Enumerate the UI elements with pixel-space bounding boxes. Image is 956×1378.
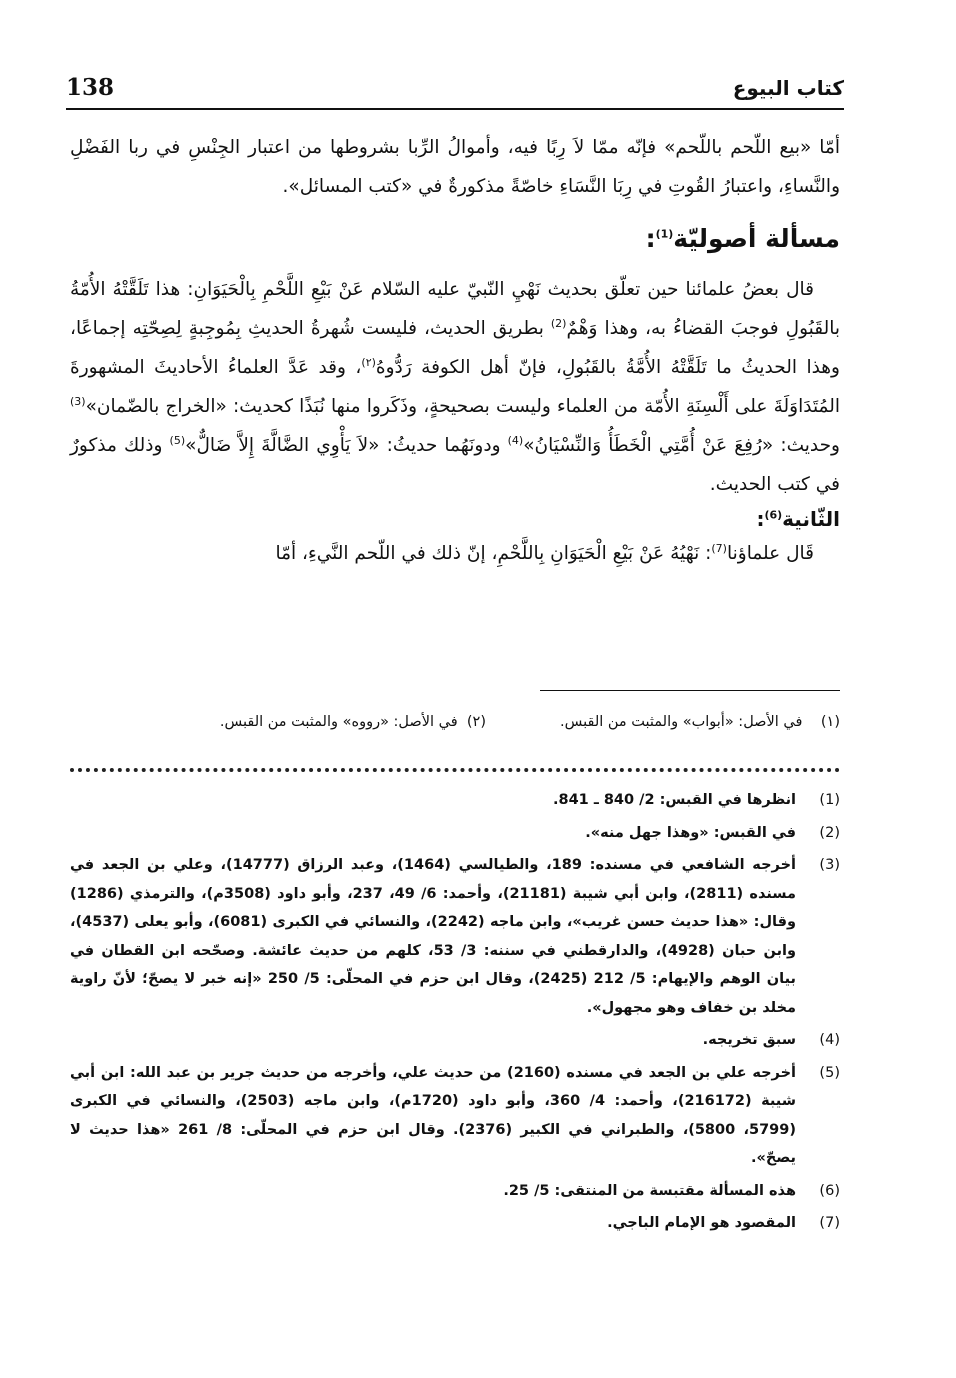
footnote-separator (540, 690, 840, 691)
footnote-text: في القبس: «وهذا جهل منه». (585, 824, 796, 841)
footnote-text: أخرجه الشافعي في مسنده: 189، والطيالسي (1464)، وعبد الرزاق (14777)، وعلي بن الجعد في مسنده (2811)، وابن أبي شيبة (21181)، وأحمد: 6/ 49، 237، وأبو داود (3508م)، والترمذي (1286) وقال: «هذا حديث حسن غريب»، وابن ماجه (2242)، والنسائي في الكبرى (6081)، وأبو يعلى (4537)، وابن حبان (4928)، والدارقطني في سننه: 3/ 53، كلهم من حديث عائشة. وصحّحه ابن القطان في بيان الوهم والإيهام: 5/ 212 (2425)، وقال ابن حزم في المحلّى: 5/ 250 «إنه خبر لا يصحّ؛ لأنّ راوية مخلد بن خفاف وهو مجهول». (70, 857, 797, 1016)
footnote-number: (1) (819, 792, 840, 808)
subheading-colon: : (756, 507, 765, 531)
heading-text: مسألة أصوليّة (673, 224, 840, 253)
footnote-number: (2) (819, 824, 840, 841)
section-heading (70, 214, 840, 264)
para2-text-b: بطريق الحديث، فليست شُهرةُ الحديثِ بِمُوجِبةٍ لِصِحّتِه إجماعًا، وهذا الحديثُ ما تَلَقَّتْهُ الأُمَّةُ بالقَبُولِ، فإنّ أهل الكوفة رَدُّوهُ (70, 318, 840, 378)
footnote-number: (3) (819, 857, 840, 873)
footnote (70, 851, 840, 1022)
subheading-text: الثّانية (782, 507, 840, 531)
main-text (70, 128, 840, 573)
footnote-number: (7) (819, 1215, 840, 1231)
footnote-ref: (4) (507, 433, 524, 447)
para1-text: أمّا «بيع اللّحم باللّحم» فإنّه ممّا لاَ رِبًا فيه، وأموالُ الرِّبا بشروطها من اعتبار الجِنْسِ في ربا الفَضْلِ والنَّساءِ، واعتبارُ القُوتِ في رِبَا النَّسَاءِ خاصّةً مذكورةٌ في «كتب المسائل». (70, 137, 840, 197)
paragraph-2 (70, 270, 840, 504)
paragraph-3 (70, 534, 840, 573)
heading-colon: : (645, 224, 656, 253)
original-note (220, 708, 486, 736)
para2-text-d: وحديث: «رُفِعَ عَنْ أُمَّتِي الْخَطَأُ وَالنِّسْيَانُ» (523, 435, 840, 456)
footnotes (70, 786, 840, 1242)
original-note-text: في الأصل: «رووه» والمثبت من القبس. (219, 714, 458, 730)
dotted-divider (70, 768, 840, 772)
footnote-number: (4) (819, 1032, 840, 1048)
subsection-heading (70, 504, 840, 534)
footnote-ref: (5) (169, 433, 186, 447)
page-header (66, 72, 844, 110)
footnote-ref: (6) (764, 508, 783, 522)
footnote-ref: (3) (70, 394, 86, 408)
footnote (70, 786, 840, 815)
paragraph-1 (70, 128, 840, 206)
footnote (70, 819, 840, 848)
footnote-text: هذه المسألة مقتبسة من المنتقى: 5/ 25. (503, 1182, 796, 1199)
para2-text-c: ، وقد عَدَّ العلماءُ الأحاديثَ المشهورةَ المُتَدَاوَلَةَ على أَلْسِنَةِ الأُمّة من العلماء وليست بصحيحةٍ، وذَكَروا منها نُبَذًا كحديث: «الخراج بالضّمان» (70, 357, 840, 417)
footnote-text: أخرجه علي بن الجعد في مسنده (2160) من حديث علي، وأخرجه من حديث جرير بن عبد الله: ابن أبي شيبة (216172)، وأحمد: 4/ 360، وأبو داود (1720م)، وابن ماجه (2503)، والنسائي في الكبرى (5799، 5800)، والطبراني في الكبير (2376). وقال ابن حزم في المحلّى: 8/ 261 «هذا حديث لا يصحّ». (70, 1064, 796, 1166)
para2-text-f: وذلك مذكورٌ في كتب الحديث. (70, 435, 840, 495)
original-note-number: (١) (820, 714, 840, 730)
para2-text-a: قال بعضُ علمائنا حين تعلّق بحديث نَهْيِ النّبيّ عليه السّلام عَنْ بَيْعِ اللَّحْمِ بِالْحَيَوَانِ: هذا تَلَقَّتْهُ الأُمّةُ بالقَبُولِ فوجبَ القضاءُ به، وهذا وَهْمٌ (70, 279, 840, 339)
footnote (70, 1177, 840, 1206)
footnote (70, 1026, 840, 1055)
original-notes (70, 708, 840, 736)
footnote-ref: (2) (550, 316, 567, 330)
footnote-number: (5) (819, 1064, 840, 1081)
para2-text-e: ودونَهُما حديثُ: «لاَ يَأْوِي الضَّالَّةَ إِلاَّ ضَالٌّ» (185, 435, 508, 456)
original-note-number: (٢) (466, 714, 487, 730)
footnote (70, 1059, 840, 1173)
footnote-text: المقصود هو الإمام الباجي. (607, 1215, 796, 1231)
footnote (70, 1209, 840, 1238)
original-note (560, 708, 840, 736)
para3-text-b: : نَهْيُهُ عَنْ بَيْعِ الْحَيَوَانِ بِاللَّحْمِ، إنّ ذلك في اللّحم النَّيءِ، أمّا (275, 543, 712, 564)
footnote-text: انظرها في القبس: 2/ 840 ـ 841. (552, 792, 796, 808)
footnote-ref: (7) (711, 541, 727, 555)
running-title: كتاب البيوع (732, 76, 844, 100)
footnote-ref: (1) (655, 227, 674, 241)
footnote-text: سبق تخريجه. (702, 1032, 796, 1048)
footnote-ref: (٢) (361, 355, 376, 369)
original-note-text: في الأصل: «أبواب» والمثبت من القبس. (560, 714, 803, 730)
footnote-number: (6) (819, 1182, 840, 1199)
para3-text-a: قَال علماؤنا (726, 543, 814, 564)
page-number: 138 (66, 74, 115, 101)
